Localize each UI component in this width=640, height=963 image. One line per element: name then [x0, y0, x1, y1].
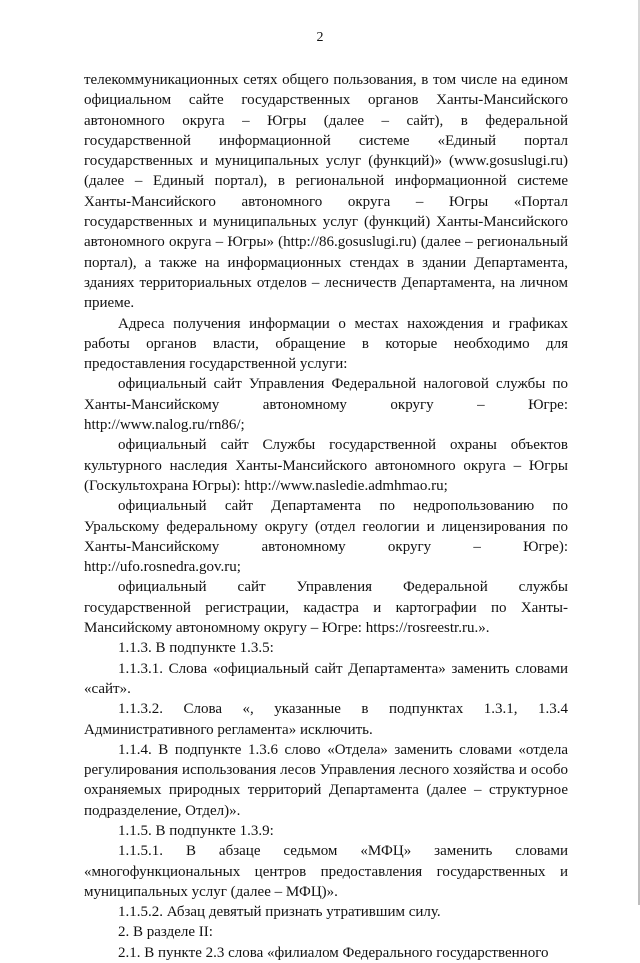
paragraph: 2. В разделе II: — [118, 924, 213, 941]
paragraph: телекоммуникационных сетях общего пользования, в том числе на едином официальном сайте государственных органов Ханты-Мансийского автономного округа – Югры (далее – сайт), в федеральной государственной информационной системе «Единый портал государственных и муниципальных услуг (функций)» (www.gosuslugi.ru) (далее – Единый портал), в региональной информационной системе Ханты-Мансийского автономного округа – Югры «Портал государственных и муниципальных услуг (функций) Ханты-Мансийского автономного округа – Югры» (http://86.gosuslugi.ru) (далее – региональный портал), а также на информационных стендах в здании Департамента, зданиях территориальных отделов – лесничеств Департамента, на личном приеме. — [84, 72, 568, 312]
paragraph: 1.1.3. В подпункте 1.3.5: — [118, 640, 274, 657]
paragraph: официальный сайт Управления Федеральной налоговой службы по Ханты-Мансийскому автономному округу – Югре: http://www.nalog.ru/rn86/; — [84, 376, 568, 434]
document-body — [84, 70, 568, 963]
paragraph: 1.1.5.1. В абзаце седьмом «МФЦ» заменить словами «многофункциональных центров предоставления государственных и муниципальных услуг (далее – МФЦ)». — [84, 843, 568, 900]
paragraph: 1.1.3.2. Слова «, указанные в подпунктах 1.3.1, 1.3.4 Административного регламента» исключить. — [84, 701, 568, 738]
paragraph: 2.1. В пункте 2.3 слова «филиалом Федерального государственного — [118, 944, 549, 961]
paragraph: Адреса получения информации о местах нахождения и графиках работы органов власти, обращение в которые необходимо для предоставления государственной услуги: — [84, 315, 568, 373]
paragraph: 1.1.5.2. Абзац девятый признать утратившим силу. — [118, 904, 441, 921]
paragraph: 1.1.5. В подпункте 1.3.9: — [118, 822, 274, 839]
paragraph: 1.1.4. В подпункте 1.3.6 слово «Отдела» заменить словами «отдела регулирования использования лесов Управления лесного хозяйства и особо охраняемых природных территорий Департамента (далее – структурное подразделение, Отдел)». — [84, 741, 568, 819]
paragraph: официальный сайт Департамента по недропользованию по Уральскому федеральному округу (отдел геологии и лицензирования по Ханты-Мансийскому автономному округу – Югре): http://ufo.rosnedra.gov.ru; — [84, 498, 568, 576]
paragraph: официальный сайт Службы государственной охраны объектов культурного наследия Ханты-Мансийского автономного округа – Югры (Госкультохрана Югры): http://www.nasledie.admhmao.ru; — [84, 437, 568, 494]
page-number: 2 — [316, 30, 324, 45]
paragraph: 1.1.3.1. Слова «официальный сайт Департамента» заменить словами «сайт». — [84, 660, 568, 697]
paragraph: официальный сайт Управления Федеральной службы государственной регистрации, кадастра и картографии по Ханты-Мансийскому автономному округу – Югре: https://rosreestr.ru.». — [84, 579, 568, 637]
